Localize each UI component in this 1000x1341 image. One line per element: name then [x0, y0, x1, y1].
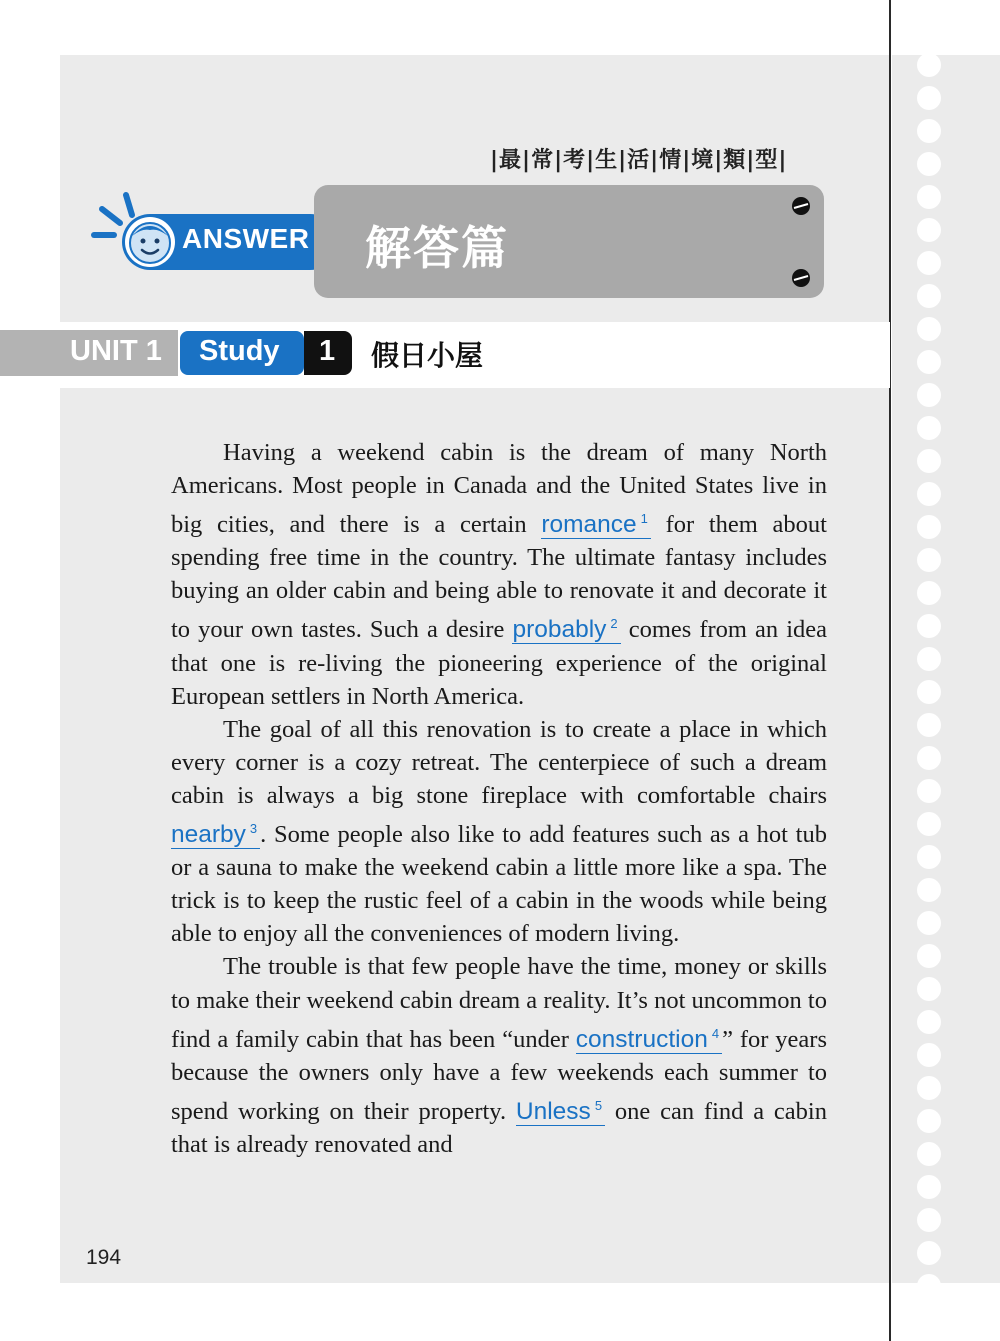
keyword-probably: probably $^2$	[512, 616, 620, 644]
binder-hole	[917, 680, 941, 704]
binder-hole	[917, 911, 941, 935]
binder-hole	[917, 86, 941, 110]
binder-line	[889, 0, 891, 1341]
smiley-face-icon	[122, 214, 180, 270]
binder-hole	[917, 581, 941, 605]
unit-label: UNIT 1	[70, 335, 162, 367]
binder-hole	[917, 812, 941, 836]
binder-hole	[917, 218, 941, 242]
section-title: 解答篇	[365, 221, 509, 275]
screw-icon	[790, 267, 812, 289]
unit-title: 假日小屋	[371, 339, 484, 372]
binder-hole	[917, 1142, 941, 1166]
binder-hole	[917, 185, 941, 209]
binder-hole	[917, 152, 941, 176]
binder-hole	[917, 548, 941, 572]
binder-hole	[917, 1208, 941, 1232]
binder-hole	[917, 713, 941, 737]
paragraph-2: The goal of all this renovation is to create a place in which every corner is a cozy retreat. The centerpiece of such a dream cabin is always a big stone fireplace with comfortable chairs nearby $^3$ . Some people also like to add features such as a hot tub or a sauna to make the weekend cabin a little more like a spa. The trick is to keep the rustic feel of a cabin in the woods while being able to enjoy all the conveniences of modern living.	[171, 715, 827, 948]
study-number: 1	[319, 335, 336, 367]
keyword-romance: romance $^1$	[541, 511, 651, 539]
keyword-unless: Unless $^5$	[516, 1098, 605, 1126]
binder-hole	[917, 416, 941, 440]
binder-hole	[917, 746, 941, 770]
answer-label: ANSWER	[182, 223, 310, 254]
binder-hole	[917, 350, 941, 374]
binder-hole	[917, 317, 941, 341]
passage	[171, 436, 827, 1161]
binder-hole	[917, 383, 941, 407]
screw-icon	[790, 195, 812, 217]
binder-hole	[917, 284, 941, 308]
binder-hole	[917, 482, 941, 506]
binder-hole	[917, 614, 941, 638]
binder-hole	[917, 1010, 941, 1034]
binder-hole	[917, 1175, 941, 1199]
binder-hole	[917, 1076, 941, 1100]
keyword-construction: construction $^4$	[576, 1026, 722, 1054]
binder-hole	[917, 1043, 941, 1067]
binder-hole	[917, 515, 941, 539]
binder-hole	[917, 1274, 941, 1298]
binder-hole	[917, 944, 941, 968]
binder-holes	[917, 55, 943, 1283]
page-number: 194	[86, 1246, 122, 1269]
binder-hole	[917, 845, 941, 869]
binder-hole	[917, 251, 941, 275]
paragraph-1: Having a weekend cabin is the dream of many North Americans. Most people in Canada and the United States live in big cities, and there is a certain romance $^1$ for them about spending free time in the country. The ultimate fantasy includes buying an older cabin and being able to renovate it and decorate it to your own tastes. Such a desire probably $^2$ comes from an idea that one is re-living the pioneering experience of the original European settlers in North America.	[171, 439, 827, 710]
binder-hole	[917, 119, 941, 143]
binder-hole	[917, 1109, 941, 1133]
binder-hole	[917, 647, 941, 671]
binder-hole	[917, 449, 941, 473]
binder-strip	[892, 55, 1000, 1283]
binder-hole	[917, 878, 941, 902]
study-label: Study	[199, 335, 280, 367]
binder-hole	[917, 53, 941, 77]
binder-hole	[917, 779, 941, 803]
binder-hole	[917, 977, 941, 1001]
binder-hole	[917, 1241, 941, 1265]
keyword-nearby: nearby $^3$	[171, 821, 260, 849]
category-tagline: |最|常|考|生|活|情|境|類|型|	[490, 148, 788, 173]
paragraph-3: The trouble is that few people have the time, money or skills to make their weekend cabin dream a reality. It’s not uncommon to find a family cabin that has been “under construction $^4$ ” for years because the owners only have a few weekends each summer to spend working on their property. Unless $^5$ one can find a cabin that is already renovated and	[171, 953, 827, 1158]
